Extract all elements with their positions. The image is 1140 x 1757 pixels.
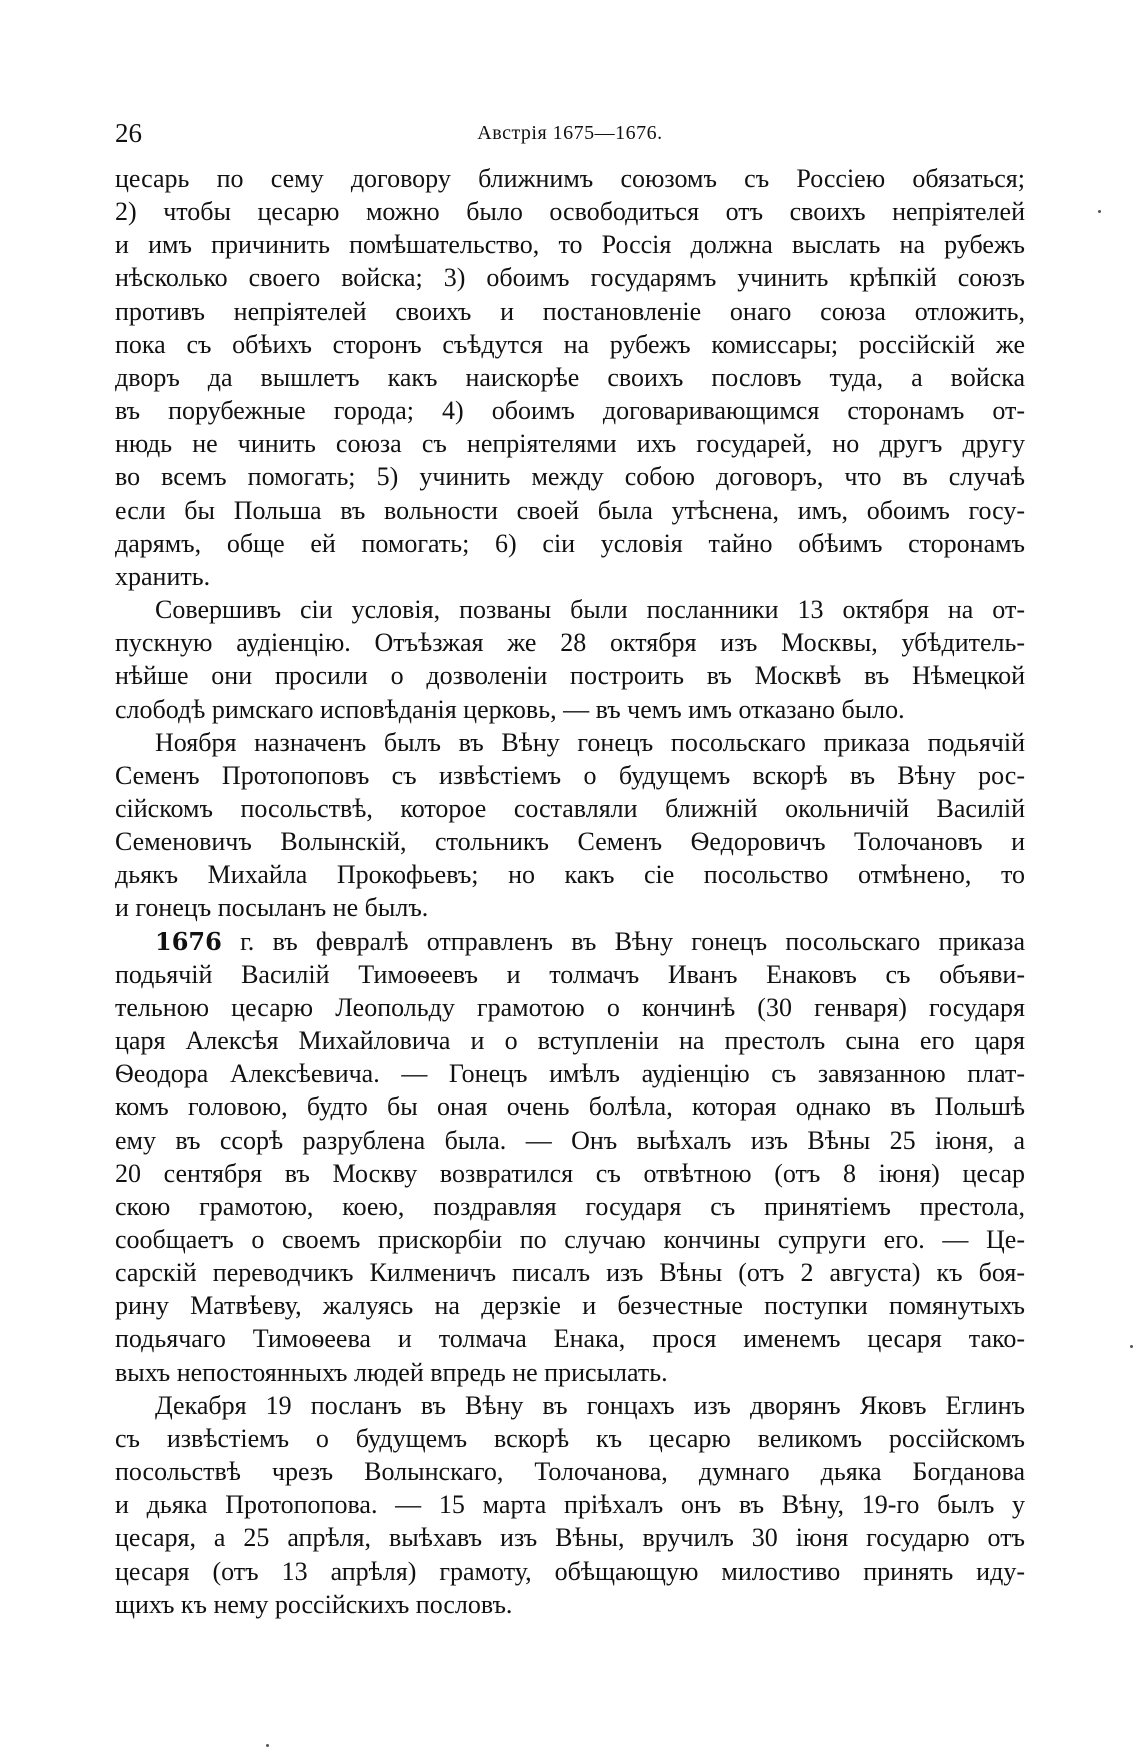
text-line: пускную аудіенцію. Отъѣзжая же 28 октября изъ Москвы, убѣдитель- [115, 628, 1025, 658]
running-head [115, 118, 1025, 158]
text-line: хранить. [115, 561, 211, 591]
text-line: сообщаетъ о своемъ прискорбіи по случаю кончины супруги его. — Це- [115, 1225, 1025, 1254]
text-line-rest: г. въ февралѣ отправленъ въ Вѣну гонецъ посольскаго приказа [221, 926, 1025, 956]
text-line: во всемъ помогать; 5) учинить между собою договоръ, что въ случаѣ [115, 462, 1025, 492]
text-line: тельною цесарю Леопольду грамотою о кончинѣ (30 генваря) государя [115, 992, 1025, 1022]
text-line: противъ непріятелей своихъ и постановленіе онаго союза отложить, [115, 296, 1025, 326]
text-line: подьячій Василій Тимоѳеевъ и толмачъ Иванъ Енаковъ съ объяви- [115, 959, 1025, 989]
text-line: цесарь по сему договору ближнимъ союзомъ съ Россіею обязаться; [115, 164, 1025, 193]
paragraph-audience [115, 593, 1025, 726]
text-line: цесаря, а 25 апрѣля, выѣхавъ изъ Вѣны, вручилъ 30 іюня государю отъ [115, 1523, 1025, 1553]
text-line: сарскій переводчикъ Килменичъ писалъ изъ Вѣны (отъ 2 августа) къ боя- [115, 1258, 1025, 1288]
text-line: дьякъ Михайла Прокофьевъ; но какъ сіе посольство отмѣнено, то [115, 860, 1025, 890]
text-line: щихъ къ нему россійскихъ пословъ. [115, 1589, 513, 1619]
text-line: и дьяка Протопопова. — 15 марта пріѣхалъ онъ въ Вѣну, 19-го былъ у [115, 1490, 1025, 1520]
text-line: въ порубежные города; 4) обоимъ договаривающимся сторонамъ от- [115, 396, 1025, 426]
text-line: 2) чтобы цесарю можно было освободиться отъ своихъ непріятелей [115, 197, 1025, 227]
paragraph-december [115, 1389, 1025, 1621]
text-line: если бы Польша въ вольности своей была утѣснена, имъ, обоимъ госу- [115, 495, 1025, 525]
scan-speck [1098, 210, 1101, 213]
text-line: подьячаго Тимоѳеева и толмача Енака, прося именемъ цесаря тако- [115, 1324, 1025, 1354]
text-line: нѣсколько своего войска; 3) обоимъ государямъ учинить крѣпкій союзъ [115, 263, 1025, 293]
scan-speck [1130, 1345, 1133, 1348]
text-line: 20 сентября въ Москву возвратился съ отвѣтною (отъ 8 іюня) цесар [115, 1158, 1025, 1188]
year-heading: 1676 [155, 926, 222, 956]
text-line: посольствѣ чрезъ Волынскаго, Толочанова, думнаго дьяка Богданова [115, 1457, 1025, 1487]
text-line: сійскомъ посольствѣ, которое составляли ближній окольничій Василій [115, 793, 1025, 823]
text-line: ему въ ссорѣ разрублена была. — Онъ выѣхалъ изъ Вѣны 25 іюня, а [115, 1125, 1025, 1155]
text-line: Ноября назначенъ былъ въ Вѣну гонецъ посольскаго приказа подьячій [155, 727, 1025, 757]
text-line: комъ головою, будто бы оная очень болѣла, которая однако въ Польшѣ [115, 1092, 1025, 1122]
page-number: 26 [115, 118, 142, 148]
running-head-title: Австрія 1675—1676. [477, 122, 663, 144]
paragraph-continuation [115, 162, 1025, 593]
text-line: цесаря (отъ 13 апрѣля) грамоту, обѣщающую милостиво принять иду- [115, 1556, 1025, 1586]
text-line: слободѣ римскаго исповѣданія церковь, — въ чемъ имъ отказано было. [115, 694, 905, 724]
text-line: Совершивъ сіи условія, позваны были посланники 13 октября на от- [155, 595, 1025, 625]
paragraph-november [115, 726, 1025, 925]
text-line: и гонецъ посыланъ не былъ. [115, 893, 429, 923]
text-line [115, 925, 1025, 958]
text-line: Семенъ Протопоповъ съ извѣстіемъ о будущемъ вскорѣ въ Вѣну рос- [115, 760, 1025, 790]
text-line: и имъ причинить помѣшательство, то Россія должна выслать на рубежъ [115, 230, 1025, 260]
text-line: съ извѣстіемъ о будущемъ вскорѣ къ цесарю великомъ россійскомъ [115, 1423, 1025, 1453]
text-line: дарямъ, обще ей помогать; 6) сіи условія тайно обѣимъ сторонамъ [115, 528, 1025, 558]
text-line: выхъ непостоянныхъ людей впредь не присылать. [115, 1357, 668, 1387]
paragraph-1676 [115, 925, 1025, 1389]
text-line: пока съ обѣихъ сторонъ съѣдутся на рубежъ комиссары; россійскій же [115, 329, 1025, 359]
scan-speck [266, 1744, 269, 1747]
text-line: Декабря 19 посланъ въ Вѣну въ гонцахъ изъ дворянъ Яковъ Еглинъ [155, 1390, 1025, 1420]
text-line: рину Матвѣеву, жалуясь на дерзкіе и безчестные поступки помянутыхъ [115, 1291, 1025, 1321]
text-line: скою грамотою, коею, поздравляя государя съ принятіемъ престола, [115, 1191, 1025, 1221]
text-line: нюдь не чинить союза съ непріятелями ихъ государей, но другъ другу [115, 429, 1025, 459]
text-line: нѣйше они просили о дозволеніи построить въ Москвѣ въ Нѣмецкой [115, 661, 1025, 691]
text-line: Ѳеодора Алексѣевича. — Гонецъ имѣлъ аудіенцію съ завязанною плат- [115, 1059, 1025, 1089]
text-line: Семеновичъ Волынскій, стольникъ Семенъ Ѳедоровичъ Толочановъ и [115, 827, 1025, 857]
text-line: дворъ да вышлетъ какъ наискорѣе своихъ пословъ туда, а войска [115, 362, 1025, 392]
text-line: царя Алексѣя Михайловича и о вступленіи на престолъ сына его царя [115, 1026, 1025, 1056]
body-text [115, 162, 1025, 1621]
